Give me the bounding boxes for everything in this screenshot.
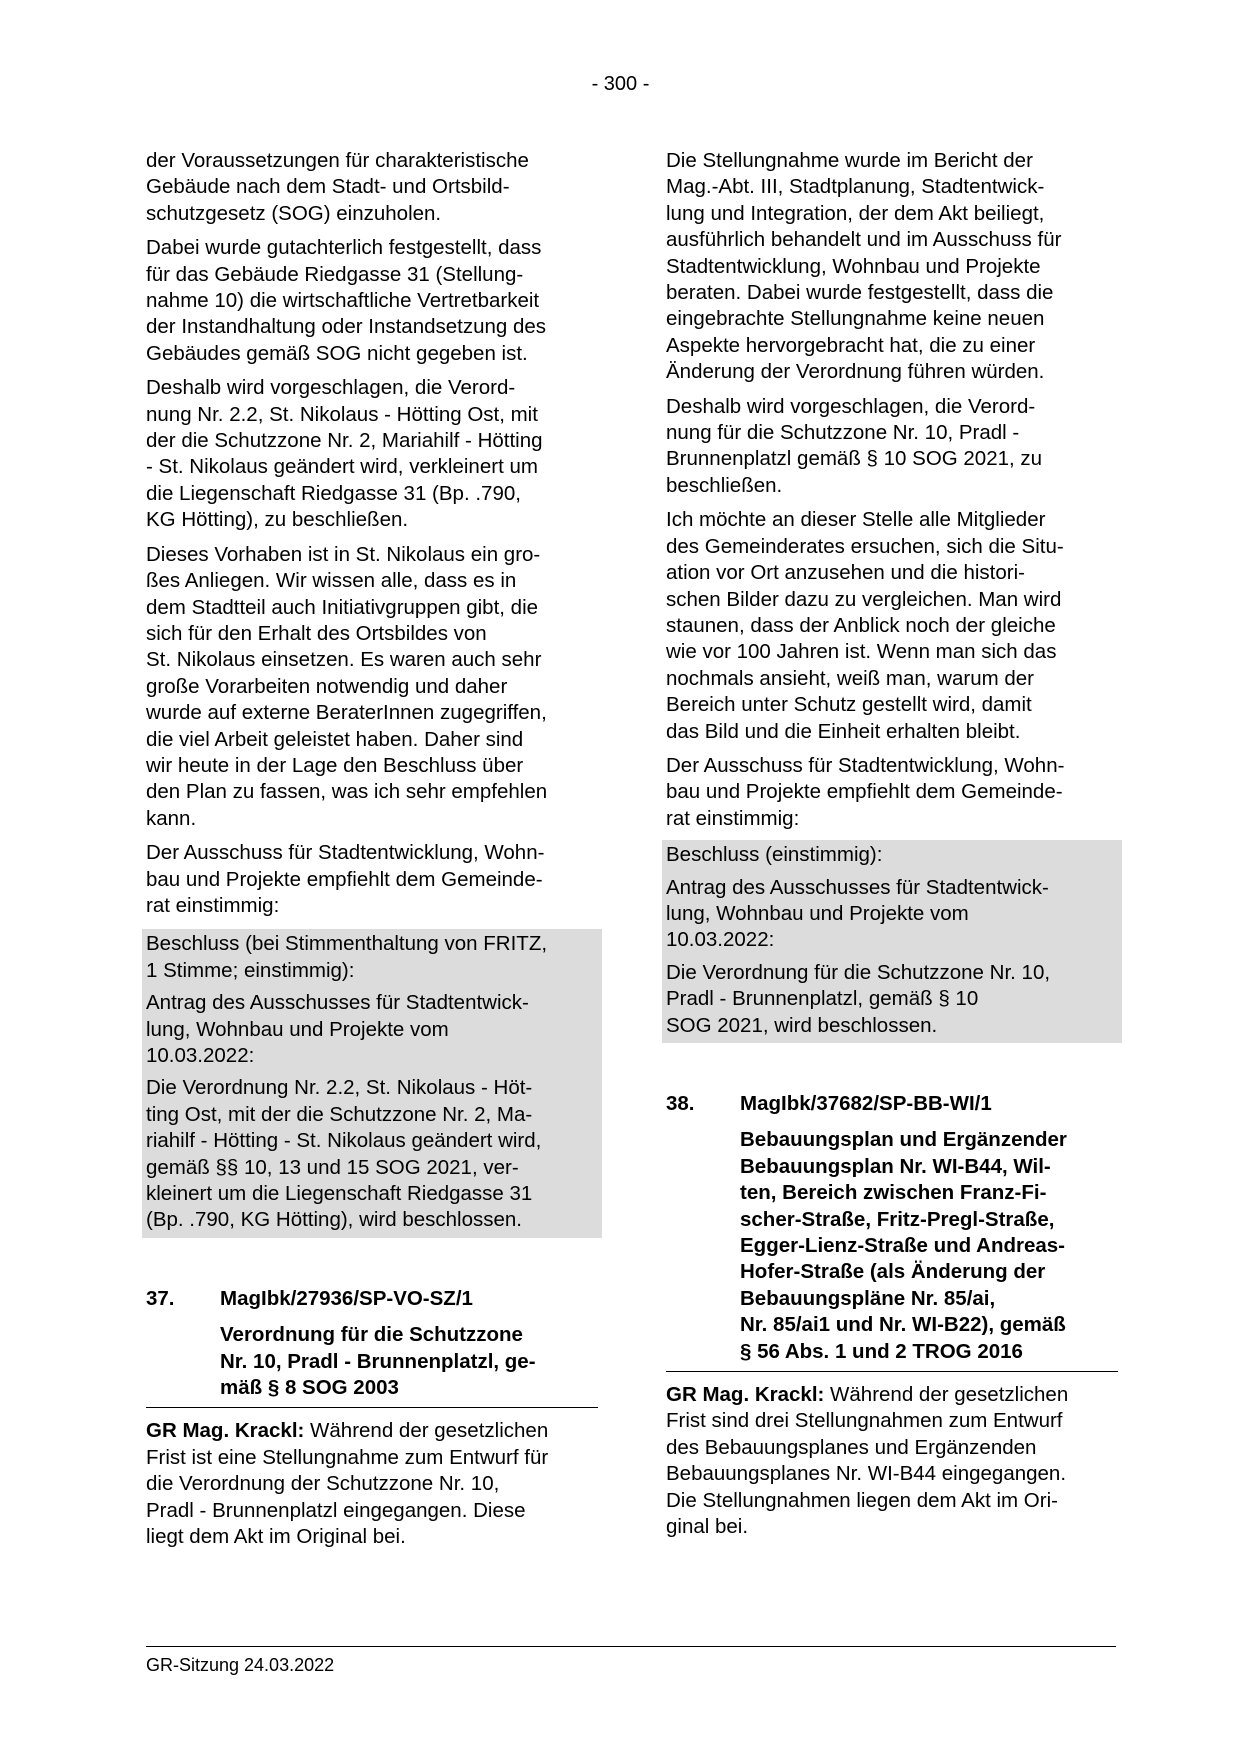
agenda-item-38 [666,1091,1118,1541]
paragraph: Der Ausschuss für Stadtentwicklung, Wohn- bau und Projekte empfiehlt dem Gemeinde- rat einstimmig: [146,841,545,917]
paragraph: Der Ausschuss für Stadtentwicklung, Wohn- bau und Projekte empfiehlt dem Gemeinde- rat einstimmig: [666,753,1065,830]
speaker-name: GR Mag. Krackl: [666,1383,825,1407]
speech-text: Während der gesetzlichen Frist sind drei Stellungnahmen zum Entwurf des Bebauungsplanes und Ergänzenden Bebauungsplanes Nr. WI-B44 eingegangen. Die Stellungnahmen liegen dem Akt im Ori- ginal bei. [666,1383,1069,1539]
decision-box [142,929,602,1237]
right-column [666,148,1118,1549]
agenda-heading [146,1286,598,1312]
paragraph: Deshalb wird vorgeschlagen, die Verord- nung Nr. 2.2, St. Nikolaus - Hötting Ost, mit der die Schutzzone Nr. 2, Mariahilf - Hötting - St. Nikolaus geändert wird, verkleinert um die Liegenschaft Riedgasse 31 (Bp. .790, KG Hötting), zu beschließen. [146,376,543,532]
paragraph: Ich möchte an dieser Stelle alle Mitglieder des Gemeinderates ersuchen, sich die Situ- ation vor Ort anzusehen und die histori- schen Bilder dazu zu vergleichen. Man wird staunen, dass der Anblick noch der gleiche wie vor 100 Jahren ist. Wenn man sich das nochmals ansieht, weiß man, warum der Bereich unter Schutz gestellt wird, damit das Bild und die Einheit erhalten bleibt. [666,508,1064,743]
footer: GR-Sitzung 24.03.2022 [146,1655,335,1675]
decision-box [662,840,1122,1043]
agenda-title: Bebauungsplan und Ergänzender Bebauungsplan Nr. WI-B44, Wil- ten, Bereich zwischen Franz-Fi- scher-Straße, Fritz-Pregl-Straße, Egger-Lienz-Straße und Andreas- Hofer-Straße (als Änderung der Bebauungspläne Nr. 85/ai, Nr. 85/ai1 und Nr. WI-B22), gemäß § 56 Abs. 1 und 2 TROG 2016 [740,1128,1067,1363]
agenda-title: Verordnung für die Schutzzone Nr. 10, Pradl - Brunnenplatzl, ge- mäß § 8 SOG 2003 [220,1323,536,1400]
agenda-reference: MagIbk/37682/SP-BB-WI/1 [740,1092,992,1115]
footer-divider [146,1646,1116,1647]
decision-resolution: Die Verordnung Nr. 2.2, St. Nikolaus - Höt- ting Ost, mit der die Schutzzone Nr. 2, Ma- riahilf - Hötting - St. Nikolaus geändert wird, gemäß §§ 10, 13 und 15 SOG 2021, ver- kleinert um die Liegenschaft Riedgasse 31 (Bp. .790, KG Hötting), wird beschlossen. [146,1076,542,1232]
agenda-heading [666,1091,1118,1117]
agenda-number: 38. [666,1092,695,1115]
decision-resolution: Die Verordnung für die Schutzzone Nr. 10, Pradl - Brunnenplatzl, gemäß § 10 SOG 2021, wird beschlossen. [666,960,1051,1037]
decision-title: Beschluss (bei Stimmenthaltung von FRITZ, 1 Stimme; einstimmig): [146,932,548,982]
paragraph: Dieses Vorhaben ist in St. Nikolaus ein gro- ßes Anliegen. Wir wissen alle, dass es in dem Stadtteil auch Initiativgruppen gibt, die sich für den Erhalt des Ortsbildes von St. Nikolaus einsetzen. Es waren auch sehr große Vorarbeiten notwendig und daher wurde auf externe BeraterInnen zugegriffen, die viel Arbeit geleistet haben. Daher sind wir heute in der Lage den Beschluss über den Plan zu fassen, was ich sehr empfehlen kann. [146,542,548,830]
section-divider [666,1371,1118,1372]
agenda-item-37 [146,1286,598,1551]
decision-motion: Antrag des Ausschusses für Stadtentwick- lung, Wohnbau und Projekte vom 10.03.2022: [146,991,529,1067]
paragraph: Die Stellungnahme wurde im Bericht der Mag.-Abt. III, Stadtplanung, Stadtentwick- lung und Integration, der dem Akt beiliegt, ausführlich behandelt und im Ausschuss für Stadtentwicklung, Wohnbau und Projekte beraten. Dabei wurde festgestellt, dass die eingebrachte Stellungnahme keine neuen Aspekte hervorgebracht hat, die zu einer Änderung der Verordnung führen würden. [666,149,1062,384]
page-number: - 300 - [591,73,650,95]
section-divider [146,1407,598,1408]
decision-motion: Antrag des Ausschusses für Stadtentwick- lung, Wohnbau und Projekte vom 10.03.2022: [666,875,1049,952]
agenda-number: 37. [146,1286,175,1310]
decision-title: Beschluss (einstimmig): [666,843,883,867]
paragraph: der Voraussetzungen für charakteristische Gebäude nach dem Stadt- und Ortsbild- schutzgesetz (SOG) einzuholen. [146,149,529,225]
paragraph: Deshalb wird vorgeschlagen, die Verord- nung für die Schutzzone Nr. 10, Pradl - Brunnenplatzl gemäß § 10 SOG 2021, zu beschließen. [666,394,1043,497]
speech-paragraph [146,1418,598,1550]
paragraph: Dabei wurde gutachterlich festgestellt, dass für das Gebäude Riedgasse 31 (Stellung- nahme 10) die wirtschaftliche Vertretbarkeit der Instandhaltung oder Instandsetzung des Gebäudes gemäß SOG nicht gegeben ist. [146,236,547,365]
speech-paragraph [666,1382,1118,1540]
agenda-reference: MagIbk/27936/SP-VO-SZ/1 [220,1286,473,1310]
speaker-name: GR Mag. Krackl: [146,1419,305,1443]
speech-text: Während der gesetzlichen Frist ist eine Stellungnahme zum Entwurf für die Verordnung der Schutzzone Nr. 10, Pradl - Brunnenplatzl eingegangen. Diese liegt dem Akt im Original bei. [146,1419,549,1549]
left-column [146,148,598,1559]
